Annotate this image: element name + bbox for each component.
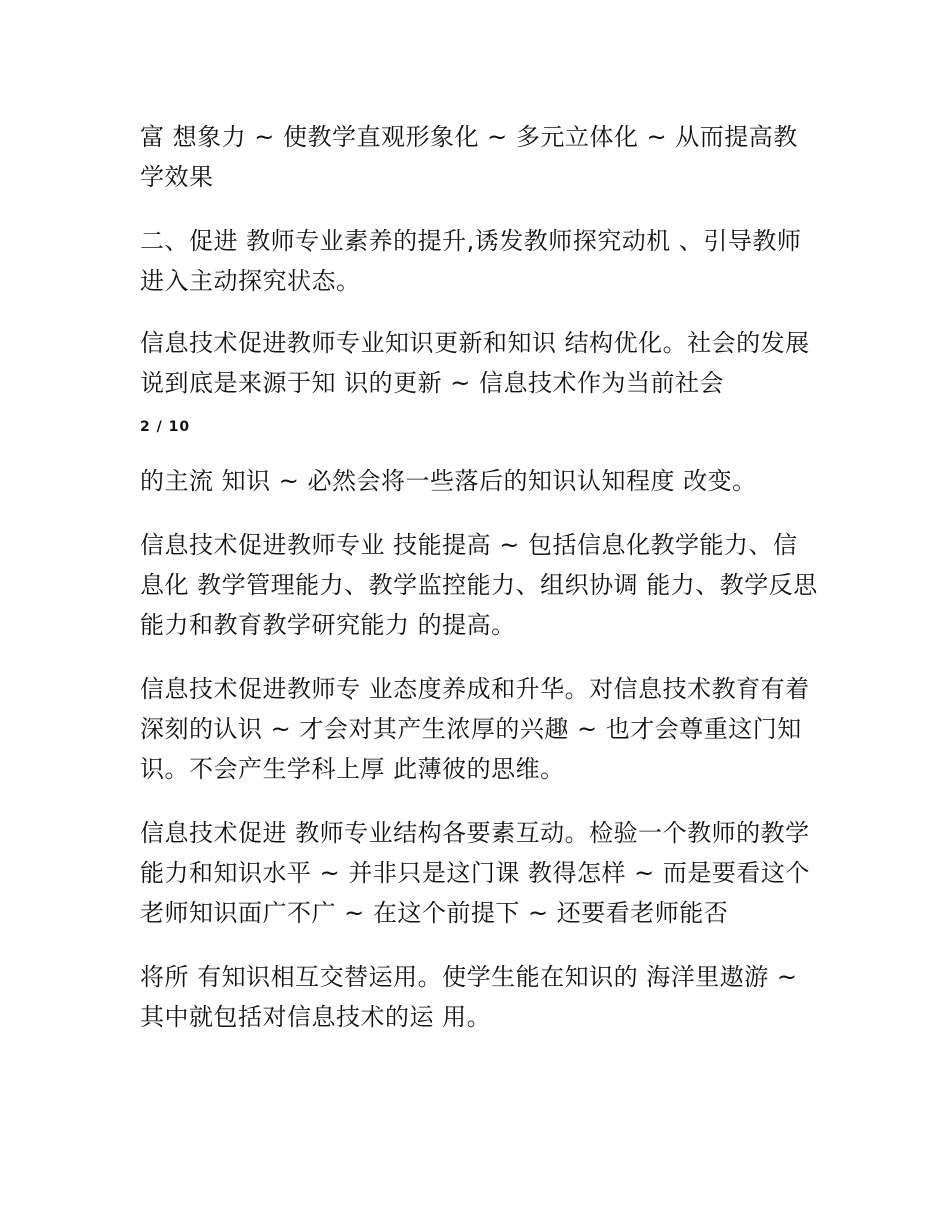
paragraph: 信息技术促进 教师专业结构各要素互动。检验一个教师的教学能力和知识水平 ~ 并非只是这门课 教得怎样 ~ 而是要看这个老师知识面广不广 ~ 在这个前提下 ~ 还要看老师能否 — [140, 819, 810, 927]
paragraph: 将所 有知识相互交替运用。使学生能在知识的 海洋里遨游 ~ 其中就包括对信息技术的运 用。 — [140, 963, 798, 1031]
paragraph: 信息技术促进教师专业知识更新和知识 结构优化。社会的发展说到底是来源于知 识的更新 ~ 信息技术作为当前社会 — [140, 329, 810, 397]
section-heading: 二、促进 教师专业素养的提升,诱发教师探究动机 、引导教师进入主动探究状态。 — [140, 227, 802, 295]
document-page — [140, 117, 820, 1037]
page-number: 2 / 10 — [140, 419, 191, 435]
paragraph: 信息技术促进教师专业 技能提高 ~ 包括信息化教学能力、信息化 教学管理能力、教学监控能力、组织协调 能力、教学反思能力和教育教学研究能力 的提高。 — [140, 531, 818, 639]
paragraph: 富 想象力 ~ 使教学直观形象化 ~ 多元立体化 ~ 从而提高教学效果 — [140, 123, 798, 191]
paragraph: 的主流 知识 ~ 必然会将一些落后的知识认知程度 改变。 — [140, 467, 757, 495]
paragraph: 信息技术促进教师专 业态度养成和升华。对信息技术教育有着 深刻的认识 ~ 才会对其产生浓厚的兴趣 ~ 也才会尊重这门知识。不会产生学科上厚 此薄彼的思维。 — [140, 675, 810, 783]
